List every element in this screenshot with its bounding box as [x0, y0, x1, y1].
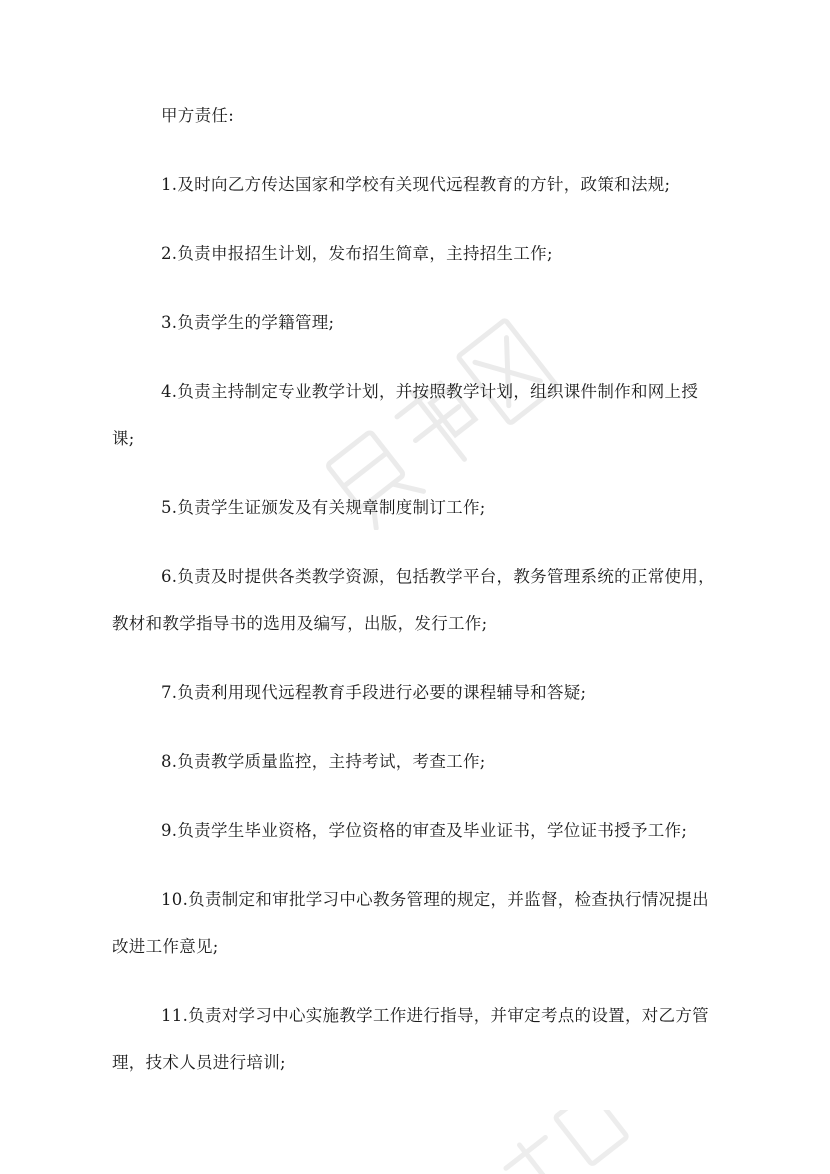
- list-item: 4.负责主持制定专业教学计划，并按照教学计划，组织课件制作和网上授课;: [112, 382, 699, 448]
- list-item: 11.负责对学习中心实施教学工作进行指导，并审定考点的设置，对乙方管理，技术人员进行培训;: [112, 1006, 709, 1072]
- list-item: 7.负责利用现代远程教育手段进行必要的课程辅导和答疑;: [161, 683, 587, 702]
- list-item: 6.负责及时提供各类教学资源，包括教学平台，教务管理系统的正常使用，教材和教学指导书的选用及编写，出版，发行工作;: [112, 567, 715, 633]
- list-item: 1.及时向乙方传达国家和学校有关现代远程教育的方针，政策和法规;: [161, 175, 671, 194]
- list-item: 2.负责申报招生计划，发布招生简章，主持招生工作;: [161, 244, 553, 263]
- list-item: 5.负责学生证颁发及有关规章制度制订工作;: [161, 498, 486, 517]
- list-item: 3.负责学生的学籍管理;: [161, 313, 335, 332]
- watermark-logo-bottom: [400, 1110, 640, 1174]
- list-item: 10.负责制定和审批学习中心教务管理的规定，并监督，检查执行情况提出改进工作意见;: [112, 890, 709, 956]
- list-item: 8.负责教学质量监控，主持考试，考查工作;: [161, 752, 486, 771]
- section-heading: 甲方责任:: [161, 106, 235, 125]
- document-body: [112, 92, 718, 1108]
- list-item: 9.负责学生毕业资格，学位资格的审查及毕业证书，学位证书授予工作;: [161, 821, 688, 840]
